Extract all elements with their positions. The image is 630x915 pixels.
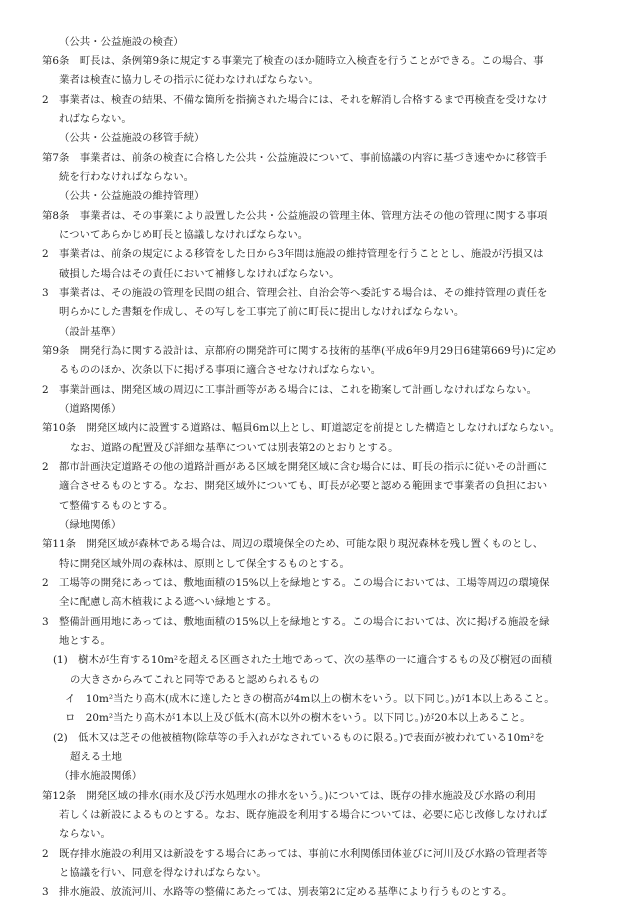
text-line: 超える土地 — [70, 751, 122, 763]
section-heading: （公共・公益施設の維持管理） — [59, 190, 205, 202]
text-line: 続を行わなければならない。 — [59, 171, 195, 183]
article-7: 第7条 事業者は、前条の検査に合格した公共・公益施設について、事前協議の内容に基づき速やかに移管手 — [42, 152, 547, 164]
item-2: (2) 低木又は芝その他被植物(除草等の手入れがなされているものに限る。)で表面が被われている10m²を — [53, 732, 545, 744]
item-1: (1) 樹木が生育する10m²を超える区画された土地であって、次の基準の一に適合するもの及び樹冠の面積 — [53, 654, 552, 666]
paragraph-2: 2 都市計画決定道路その他の道路計画がある区域を開発区域に含む場合には、町長の指示に従いその計画に — [42, 461, 548, 473]
text-line: 破損した場合はその責任において補修しなければならない。 — [59, 268, 340, 280]
text-line: についてあらかじめ町長と協議しなければならない。 — [59, 229, 309, 241]
text-line: 特に開発区域外周の森林は、原則として保全するものとする。 — [59, 558, 350, 570]
text-line: 地とする。 — [59, 635, 111, 647]
paragraph-2: 2 事業計画は、開発区域の周辺に工事計画等がある場合には、これを勘案して計画しなければならない。 — [42, 384, 537, 396]
paragraph-3: 3 排水施設、放流河川、水路等の整備にあたっては、別表第2に定める基準により行うものとする。 — [42, 886, 513, 898]
text-line: 明らかにした書類を作成し、その写しを工事完了前に町長に提出しなければならない。 — [59, 306, 465, 318]
section-heading: （公共・公益施設の移管手続） — [59, 132, 205, 144]
text-line: ならない。 — [59, 828, 111, 840]
sub-item-ro: ロ 20m²当たり高木が1本以上及び低木(高木以外の樹木をいう。以下同じ。)が20本以上あること。 — [65, 712, 531, 724]
article-12: 第12条 開発区域の排水(雨水及び汚水処理水の排水をいう。)については、既存の排水施設及び水路の利用 — [42, 790, 536, 802]
text-line: と協議を行い、同意を得なければならない。 — [59, 867, 267, 879]
text-line: 適合させるものとする。なお、開発区域外についても、町長が必要と認める範囲まで事業者の負担におい — [59, 480, 548, 492]
text-line: 全に配慮し高木植栽による遮へい緑地とする。 — [59, 596, 278, 608]
section-heading: （緑地関係） — [59, 519, 122, 531]
text-line: 若しくは新設によるものとする。なお、既存施設を利用する場合については、必要に応じ改修しなければ — [59, 809, 548, 821]
text-line: なお、道路の配置及び詳細な基準については別表第2のとおりとする。 — [70, 442, 399, 454]
section-heading: （公共・公益施設の検査） — [59, 36, 184, 48]
paragraph-2: 2 既存排水施設の利用又は新設をする場合にあっては、事前に水利関係団体並びに河川及び水路の管理者等 — [42, 848, 548, 860]
section-heading: （道路関係） — [59, 403, 122, 415]
article-8: 第8条 事業者は、その事業により設置した公共・公益施設の管理主体、管理方法その他の管理に関する事項 — [42, 210, 548, 222]
paragraph-3: 3 事業者は、その施設の管理を民間の組合、管理会社、自治会等へ委託する場合は、その維持管理の責任を — [42, 287, 548, 299]
text-line: て整備するものとする。 — [59, 500, 174, 512]
article-6: 第6条 町長は、条例第9条に規定する事業完了検査のほか随時立入検査を行うことができる。この場合、事 — [42, 55, 544, 67]
text-line: ればならない。 — [59, 113, 132, 125]
article-10: 第10条 開発区域内に設置する道路は、幅員6m以上とし、町道認定を前提とした構造としなければならない。 — [42, 422, 561, 434]
paragraph-2: 2 事業者は、前条の規定による移管をした日から3年間は施設の維持管理を行うこととし、施設が汚損又は — [42, 248, 544, 260]
text-line: 業者は検査に協力しその指示に従わなければならない。 — [59, 74, 319, 86]
article-11: 第11条 開発区域が森林である場合は、周辺の環境保全のため、可能な限り現況森林を残し置くものとし、 — [42, 538, 544, 550]
section-heading: （排水施設関係） — [59, 770, 143, 782]
paragraph-2: 2 事業者は、検査の結果、不備な箇所を指摘された場合には、それを解消し合格するまで再検査を受けなけ — [42, 94, 548, 106]
sub-item-i: イ 10m²当たり高木(成木に達したときの樹高が4m以上の樹木をいう。以下同じ。)が1本以上あること。 — [65, 693, 555, 705]
text-line: の大きさからみてこれと同等であると認められるもの — [70, 674, 320, 686]
text-line: るもののほか、次条以下に掲げる事項に適合させなければならない。 — [59, 364, 382, 376]
section-heading: （設計基準） — [59, 326, 122, 338]
paragraph-3: 3 整備計画用地にあっては、敷地面積の15%以上を緑地とする。この場合においては、次に掲げる施設を緑 — [42, 616, 550, 628]
paragraph-2: 2 工場等の開発にあっては、敷地面積の15%以上を緑地とする。この場合においては、工場等周辺の環境保 — [42, 577, 550, 589]
article-9: 第9条 開発行為に関する設計は、京都府の開発許可に関する技術的基準(平成6年9月29日6建第669号)に定め — [42, 345, 557, 357]
